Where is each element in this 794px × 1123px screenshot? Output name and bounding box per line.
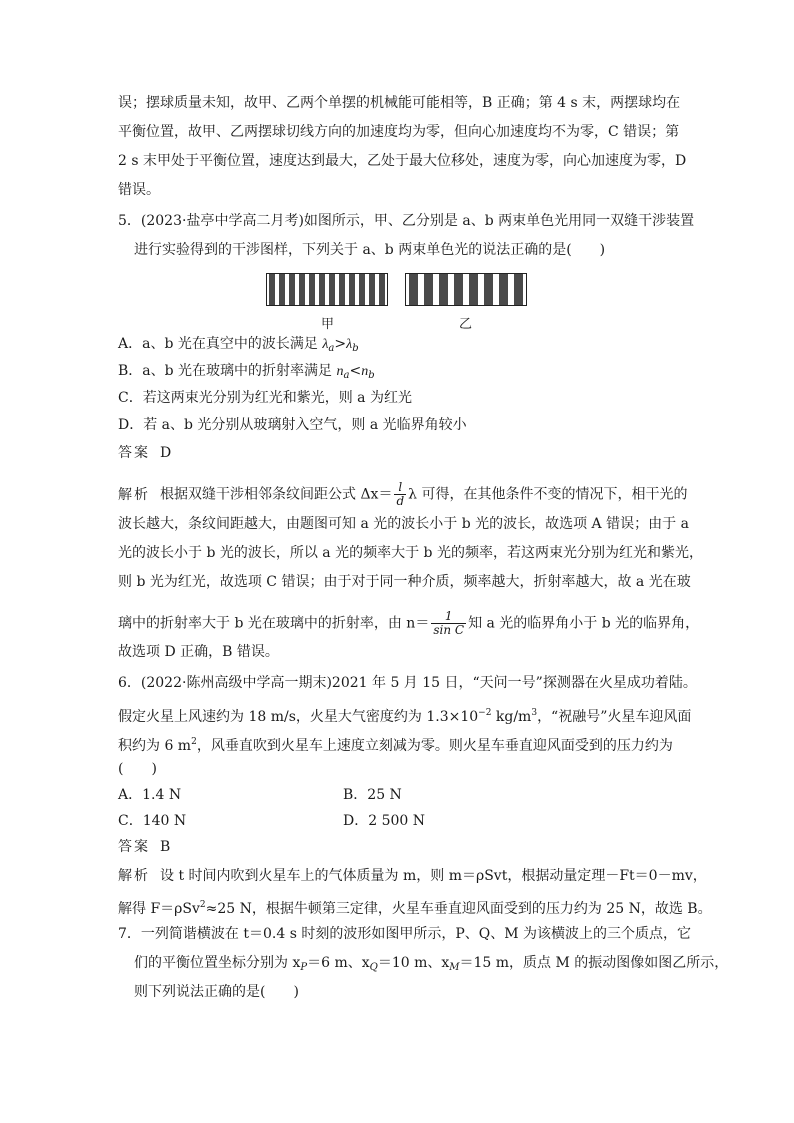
explanation-line — [118, 896, 712, 918]
text-line: 2 s 末甲处于平衡位置，速度达到最大，乙处于最大位移处，速度为零，向心加速度为零，D — [118, 153, 687, 169]
dark-fringe — [439, 274, 447, 305]
dark-fringe — [514, 274, 522, 305]
option-b — [118, 362, 375, 385]
operator: > — [334, 336, 347, 352]
operator: < — [349, 363, 362, 379]
stem-text: ，“祝融号”火星车迎风面 — [537, 709, 692, 725]
dark-fringe — [454, 274, 462, 305]
question-5-stem: 5．(2023·盐亭中学高二月考)如图所示，甲、乙分别是 a、b 两束单色光用同一双缝干涉装置 — [118, 213, 695, 229]
answer-line — [118, 444, 171, 462]
explanation-label: 解析 — [118, 486, 150, 503]
dark-fringe — [359, 274, 365, 305]
option-a: A．1.4 N — [118, 787, 182, 803]
dark-fringe — [409, 274, 417, 305]
stem-text: 积约为 6 m — [118, 738, 192, 754]
dark-fringe — [329, 274, 335, 305]
answer-label: 答案 — [118, 839, 150, 855]
subscript: a — [328, 343, 335, 354]
question-7-stem: 7．一列简谐横波在 t＝0.4 s 时刻的波形如图甲所示，P、Q、M 为该横波上的三个质点，它 — [118, 926, 692, 942]
answer-label: 答案 — [118, 445, 150, 461]
superscript: 3 — [531, 708, 538, 718]
option-d: D．若 a、b 光分别从玻璃射入空气，则 a 光临界角较小 — [118, 417, 467, 433]
option-a-text: A．a、b 光在真空中的波长满足 — [118, 336, 323, 352]
subscript: b — [368, 370, 375, 381]
fraction-denominator: d — [396, 494, 405, 508]
symbol-n: n — [361, 364, 369, 379]
explanation-text: 设 t 时间内吹到火星车上的气体质量为 m，则 m＝ρSvt，根据动量定理－Ft＝0－mv， — [160, 868, 707, 884]
explanation-text: 璃中的折射率大于 b 光在玻璃中的折射率，由 n＝ — [118, 615, 430, 632]
superscript: −2 — [478, 708, 492, 718]
stem-text: ＝6 m、x — [307, 955, 370, 971]
figure-caption-jia: 甲 — [321, 317, 335, 332]
dark-fringe — [484, 274, 492, 305]
dark-fringe — [319, 274, 325, 305]
question-6-stem — [118, 733, 673, 755]
explanation-text: λ 可得，在其他条件不变的情况下，相干光的 — [408, 486, 688, 503]
symbol-lambda: λ — [346, 337, 353, 352]
explanation-text: 知 a 光的临界角小于 b 光的临界角， — [468, 615, 700, 632]
explanation-line — [118, 481, 687, 508]
interference-pattern-yi — [405, 273, 527, 306]
text-line: 平衡位置，故甲、乙两摆球切线方向的加速度均为零，但向心加速度均不为零，C 错误；第 — [118, 124, 680, 140]
dark-fringe — [499, 274, 507, 305]
fraction-numerator: 1 — [431, 610, 466, 624]
dark-fringe — [279, 274, 285, 305]
explanation-text: 根据双缝干涉相邻条纹间距公式 Δx＝ — [160, 486, 393, 503]
explanation-label: 解析 — [118, 868, 150, 884]
question-6-stem: ( ) — [118, 761, 157, 777]
option-d: D．2 500 N — [343, 813, 426, 829]
option-b: B．25 N — [343, 787, 402, 803]
answer-value: B — [160, 839, 171, 855]
stem-text: kg/m — [491, 709, 532, 725]
subscript: P — [300, 962, 308, 973]
fraction-denominator: sin C — [433, 623, 465, 637]
dark-fringe — [339, 274, 345, 305]
option-c: C．若这两束光分别为红光和紫光，则 a 为红光 — [118, 390, 412, 406]
interference-pattern-jia — [266, 273, 388, 306]
subscript: M — [449, 962, 460, 973]
symbol-lambda: λ — [322, 337, 329, 352]
option-a — [118, 335, 359, 358]
symbol-n: n — [336, 364, 344, 379]
dark-fringe — [289, 274, 295, 305]
question-6-stem: 6．(2022·陈州高级中学高一期末)2021 年 5 月 15 日，“天问一号”探测器在火星成功着陆。 — [118, 675, 697, 691]
option-c: C．140 N — [118, 813, 187, 829]
figure-caption-yi: 乙 — [459, 317, 473, 332]
question-5-stem: 进行实验得到的干涉图样，下列关于 a、b 两束单色光的说法正确的是( ) — [134, 242, 606, 258]
answer-line — [118, 838, 170, 856]
stem-text: ＝15 m，质点 M 的振动图像如图乙所示， — [459, 955, 729, 971]
dark-fringe — [309, 274, 315, 305]
stem-text: 们的平衡位置坐标分别为 x — [134, 955, 301, 971]
dark-fringe — [369, 274, 375, 305]
subscript: a — [343, 370, 350, 381]
explanation-line — [118, 867, 707, 885]
fraction-numerator: l — [394, 481, 406, 495]
text-line: 错误。 — [118, 182, 160, 198]
fraction-l-over-d — [394, 481, 406, 508]
question-7-stem: 则下列说法正确的是( ) — [134, 984, 299, 1000]
explanation-line: 则 b 光为红光，故选项 C 错误；由于对于同一种介质，频率越大，折射率越大，故 a 光在玻 — [118, 574, 691, 590]
dark-fringe — [379, 274, 385, 305]
explanation-line: 波长越大，条纹间距越大，由题图可知 a 光的波长小于 b 光的波长，故选项 A 错误；由于 a — [118, 516, 689, 532]
stem-text: ＝10 m、x — [377, 955, 450, 971]
subscript: b — [352, 343, 359, 354]
superscript: 2 — [199, 900, 206, 910]
fraction-1-over-sinc — [431, 610, 466, 637]
text-line: 误；摆球质量未知，故甲、乙两个单摆的机械能可能相等，B 正确；第 4 s 末，两摆球均在 — [118, 95, 681, 111]
dark-fringe — [424, 274, 432, 305]
explanation-line: 故选项 D 正确，B 错误。 — [118, 644, 279, 660]
answer-value: D — [160, 445, 172, 461]
superscript: 2 — [191, 737, 197, 747]
question-7-stem — [134, 954, 728, 977]
subscript: Q — [369, 962, 378, 973]
dark-fringe — [269, 274, 275, 305]
dark-fringe — [349, 274, 355, 305]
explanation-text: ≈25 N，根据牛顿第三定律，火星车垂直迎风面受到的压力约为 25 N，故选 B。 — [205, 901, 712, 917]
option-b-text: B．a、b 光在玻璃中的折射率满足 — [118, 363, 337, 379]
stem-text: ，风垂直吹到火星车上速度立刻减为零。则火星车垂直迎风面受到的压力约为 — [196, 738, 673, 754]
explanation-line: 光的波长小于 b 光的波长，所以 a 光的频率大于 b 光的频率，若这两束光分别为红光和紫光， — [118, 545, 703, 561]
dark-fringe — [299, 274, 305, 305]
stem-text: 假定火星上风速约为 18 m/s，火星大气密度约为 1.3×10 — [118, 709, 479, 725]
explanation-line — [118, 610, 699, 637]
explanation-text: 解得 F＝ρSv — [118, 901, 200, 917]
question-6-stem — [118, 704, 691, 726]
dark-fringe — [469, 274, 477, 305]
